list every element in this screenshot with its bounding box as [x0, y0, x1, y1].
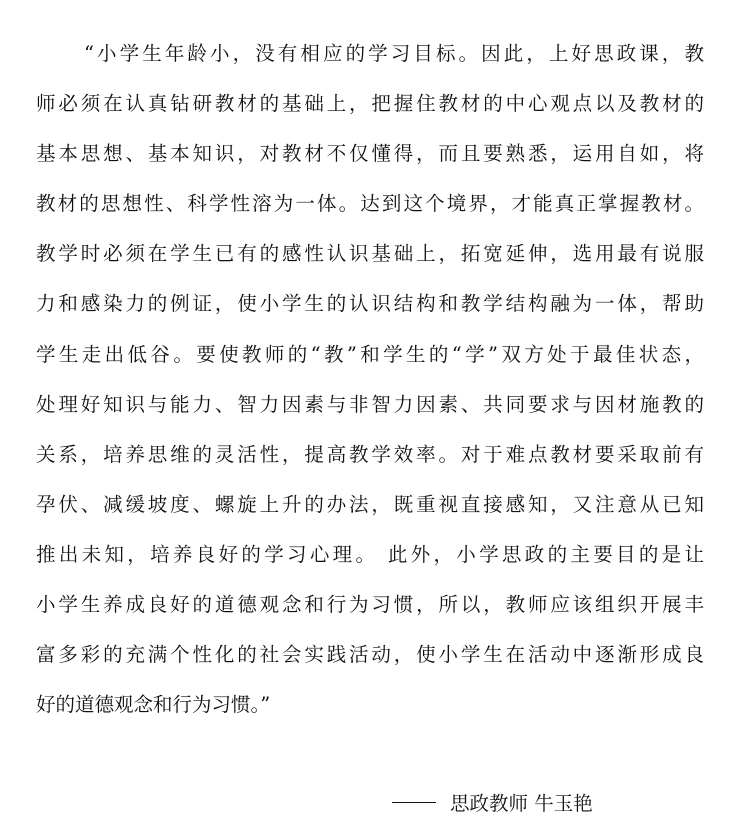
quote-line: 师必须在认真钻研教材的基础上，把握住教材的中心观点以及教材的	[36, 92, 704, 116]
quote-paragraph	[36, 36, 704, 737]
quote-line: 好的道德观念和行为习惯。”	[36, 693, 271, 717]
signature-dash	[392, 802, 436, 803]
quote-line: “小学生年龄小，没有相应的学习目标。因此，上好思政课，教	[84, 42, 704, 65]
quote-line: 关系，培养思维的灵活性，提高教学效率。对于难点教材要采取前有	[36, 442, 704, 466]
signature-text: 思政教师 牛玉艳	[450, 792, 593, 815]
quote-line: 学生走出低谷。要使教师的“教”和学生的“学”双方处于最佳状态，	[36, 342, 704, 366]
quote-line: 教学时必须在学生已有的感性认识基础上，拓宽延伸，选用最有说服	[36, 242, 704, 266]
quote-line: 基本思想、基本知识，对教材不仅懂得，而且要熟悉，运用自如，将	[36, 142, 704, 166]
quote-line: 推出未知，培养良好的学习心理。 此外，小学思政的主要目的是让	[36, 542, 704, 566]
quote-line: 教材的思想性、科学性溶为一体。达到这个境界，才能真正掌握教材。	[36, 192, 704, 216]
signature	[392, 786, 593, 822]
quote-line: 小学生养成良好的道德观念和行为习惯，所以，教师应该组织开展丰	[36, 593, 704, 617]
quote-line: 处理好知识与能力、智力因素与非智力因素、共同要求与因材施教的	[36, 392, 704, 416]
quote-line: 富多彩的充满个性化的社会实践活动，使小学生在活动中逐渐形成良	[36, 643, 704, 667]
quote-line: 力和感染力的例证，使小学生的认识结构和教学结构融为一体，帮助	[36, 292, 704, 316]
quote-line: 孕伏、减缓坡度、螺旋上升的办法，既重视直接感知，又注意从已知	[36, 492, 704, 516]
